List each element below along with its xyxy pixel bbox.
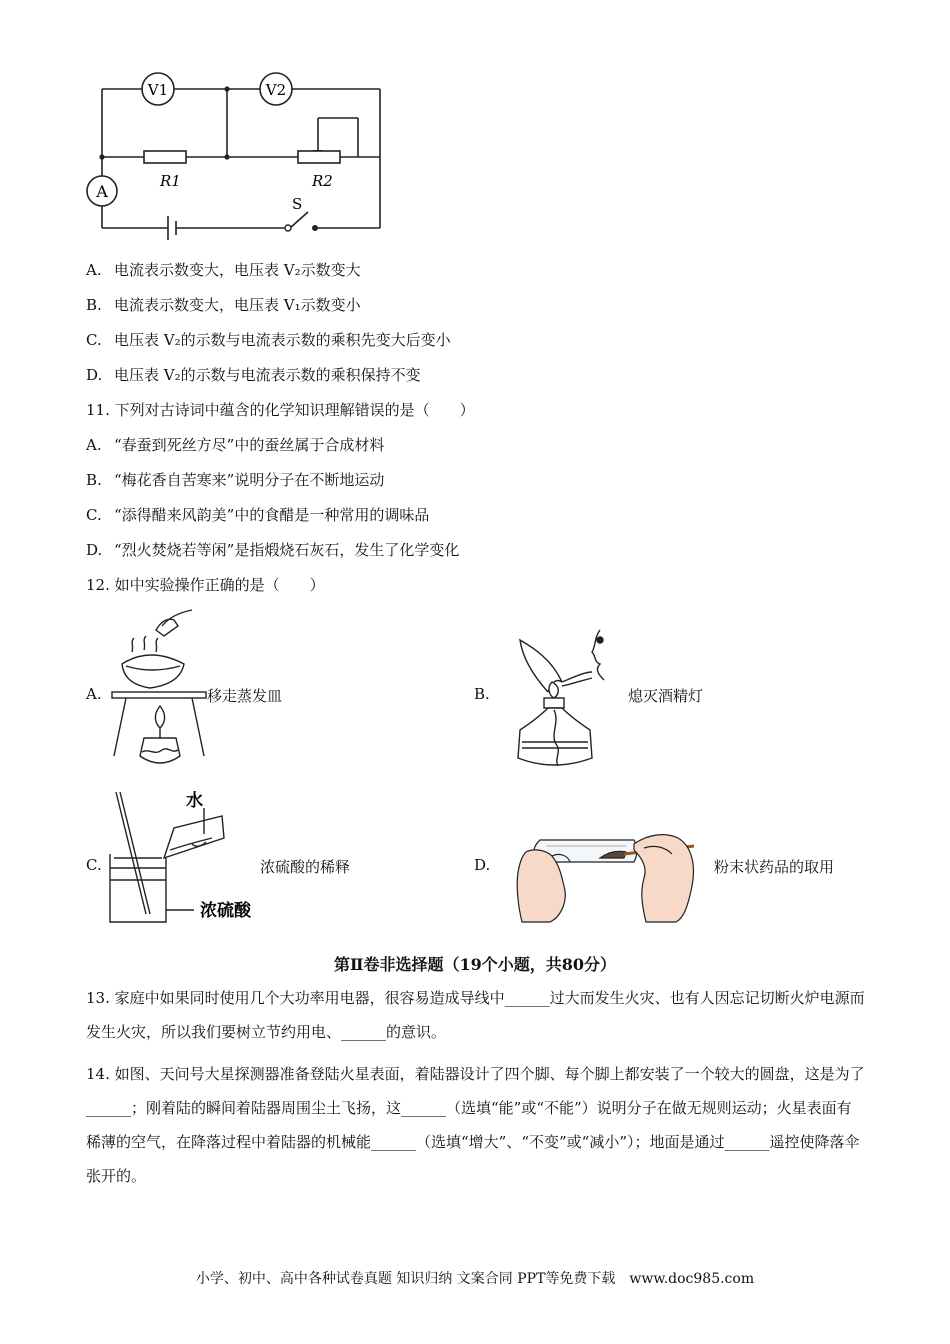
section-title: 第Ⅱ卷非选择题（19个小题，共80分） (333, 955, 617, 974)
q13-text: 13. 家庭中如果同时使用几个大功率用电器，很容易造成导线中______过大而发生火灾、也有人因忘记切断火炉电源而发生火灾，所以我们要树立节约用电、______的意识。 (86, 989, 865, 1041)
acid-dilution-illustration (104, 788, 269, 930)
q12-option-d-key: D. (474, 856, 491, 874)
q11-option-a: A. “春蚕到死丝方尽”中的蚕丝属于合成材料 (86, 436, 385, 454)
q10-option-a: A. 电流表示数变大，电压表 V₂示数变大 (86, 261, 361, 279)
q12-option-b-caption: 熄灭酒精灯 (628, 687, 704, 705)
q12-option-d-caption: 粉末状药品的取用 (714, 858, 835, 876)
v2-label: V2 (265, 81, 287, 99)
q12-option-b-key: B. (474, 685, 490, 703)
q12-option-a-key: A. (86, 685, 102, 703)
switch-label: S (292, 195, 303, 213)
page-footer: 小学、初中、高中各种试卷真题 知识归纳 文案合同 PPT等免费下载 www.doc985.com (195, 1271, 755, 1287)
v1-label: V1 (147, 81, 169, 99)
q11-stem: 11. 下列对古诗词中蕴含的化学知识理解错误的是（ ） (86, 401, 475, 419)
r1-label: R1 (160, 172, 181, 190)
resistor-r1 (144, 151, 186, 163)
q14-text: 14. 如图、天问号大星探测器准备登陆火星表面，着陆器设计了四个脚、每个脚上都安装了一个较大的圆盘，这是为了______；刚着陆的瞬间着陆器周围尘土飞扬，这______（选填“能”或“不能”）说明分子在做无规则运动；火星表面有稀薄的空气，在降落过程中着陆器的机械能______（选填“增大”、“不变”或“减小”）；地面是通过______遥控使降落伞张开的。 (86, 1065, 865, 1185)
q12-option-c-caption: 浓硫酸的稀释 (260, 858, 351, 876)
q12-option-c-key: C. (86, 856, 102, 874)
q12-stem: 12. 如中实验操作正确的是（ ） (86, 576, 325, 594)
powder-reagent-illustration (516, 826, 706, 926)
label-water: 水 (186, 791, 203, 811)
circuit-diagram (80, 68, 390, 248)
q11-option-c: C. “添得醋来风韵美”中的食醋是一种常用的调味品 (86, 506, 430, 524)
q11-option-b: B. “梅花香自苦寒来”说明分子在不断地运动 (86, 471, 385, 489)
q11-option-d: D. “烈火焚烧若等闲”是指煅烧石灰石，发生了化学变化 (86, 541, 460, 559)
ammeter-label: A (96, 182, 108, 201)
resistor-r2 (298, 151, 340, 163)
q10-option-c: C. 电压表 V₂的示数与电流表示数的乘积先变大后变小 (86, 331, 451, 349)
label-concentrated-acid: 浓硫酸 (200, 901, 251, 921)
q10-option-d: D. 电压表 V₂的示数与电流表示数的乘积保持不变 (86, 366, 421, 384)
r2-label: R2 (312, 172, 333, 190)
evaporating-dish-illustration (104, 606, 214, 776)
alcohol-lamp-illustration (508, 626, 620, 772)
q10-option-b: B. 电流表示数变大，电压表 V₁示数变小 (86, 296, 361, 314)
q12-option-a-caption: 移走蒸发皿 (207, 687, 283, 705)
